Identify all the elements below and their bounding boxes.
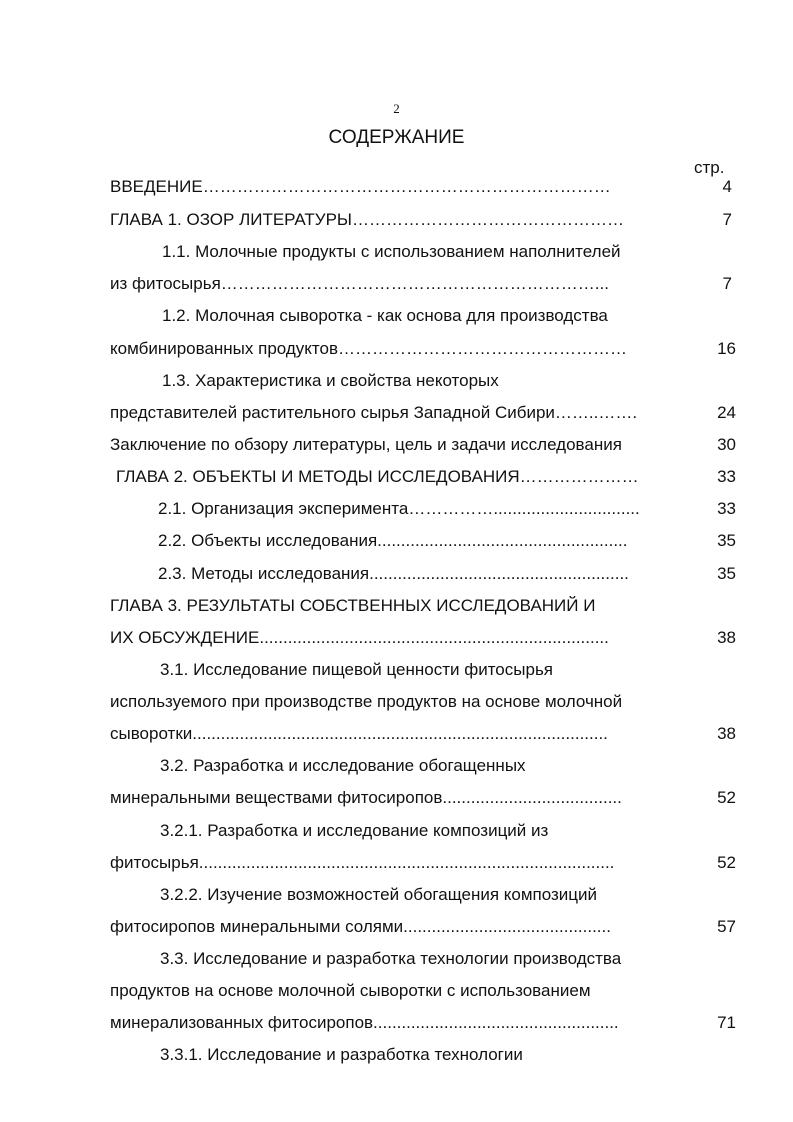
toc-line-1-2-b: комбинированных продуктов…………………………………………… xyxy=(110,339,627,358)
toc-page-3-3: 71 xyxy=(717,1013,736,1032)
toc-page-chapter-2: 33 xyxy=(717,467,736,486)
toc-page-chapter-3: 38 xyxy=(717,628,736,647)
toc-page-3-2: 52 xyxy=(717,788,736,807)
toc-line-chapter-2: ГЛАВА 2. ОБЪЕКТЫ И МЕТОДЫ ИССЛЕДОВАНИЯ………………… xyxy=(116,467,639,486)
toc-page-1-3: 24 xyxy=(717,403,736,422)
toc-line-1-1-a: 1.1. Молочные продукты с использованием наполнителей xyxy=(162,242,621,261)
toc-page-3-2-1: 52 xyxy=(717,853,736,872)
toc-line-3-1-b: используемого при производстве продуктов на основе молочной xyxy=(110,692,623,711)
toc-page-1-2: 16 xyxy=(717,339,736,358)
toc-line-3-1-c: сыворотки........................................................................................ xyxy=(110,724,608,743)
toc-line-3-2-1-a: 3.2.1. Разработка и исследование композиций из xyxy=(160,821,549,840)
toc-line-2-3: 2.3. Методы исследования....................................................... xyxy=(158,564,629,583)
toc-line-3-1-a: 3.1. Исследование пищевой ценности фитосырья xyxy=(160,660,554,679)
toc-line-2-1: 2.1. Организация эксперимента……………............................... xyxy=(158,499,640,518)
toc-line-2-2: 2.2. Объекты исследования..................................................... xyxy=(158,531,628,550)
toc-line-3-2-2-a: 3.2.2. Изучение возможностей обогащения композиций xyxy=(160,885,598,904)
toc-line-1-1-b: из фитосырья…………………………………………………………... xyxy=(110,274,609,293)
toc-page-3-1: 38 xyxy=(717,724,736,743)
toc-line-3-2-2-b: фитосиропов минеральными солями............................................ xyxy=(110,917,611,936)
toc-line-chapter-3-b: ИХ ОБСУЖДЕНИЕ.......................................................................... xyxy=(110,628,609,647)
toc-line-intro: ВВЕДЕНИЕ……………………………………………………………… xyxy=(110,177,611,196)
toc-page-2-2: 35 xyxy=(717,531,736,550)
toc-line-3-3-1: 3.3.1. Исследование и разработка технологии xyxy=(160,1045,523,1064)
toc-page-conclusion: 30 xyxy=(717,435,736,454)
toc-line-conclusion: Заключение по обзору литературы, цель и задачи исследования xyxy=(110,435,622,454)
toc-line-chapter-1: ГЛАВА 1. ОЗОР ЛИТЕРАТУРЫ………………………………………… xyxy=(110,210,624,229)
toc-page-2-3: 35 xyxy=(717,564,736,583)
toc-page-intro: 4 xyxy=(722,177,732,196)
page-number: 2 xyxy=(393,101,400,116)
toc-line-3-2-a: 3.2. Разработка и исследование обогащенных xyxy=(160,756,526,775)
toc-line-1-3-b: представителей растительного сырья Западной Сибири……..……. xyxy=(110,403,638,422)
toc-line-chapter-3-a: ГЛАВА 3. РЕЗУЛЬТАТЫ СОБСТВЕННЫХ ИССЛЕДОВАНИЙ И xyxy=(110,596,596,615)
pages-column-header: стр. xyxy=(694,158,725,177)
toc-page-2-1: 33 xyxy=(717,499,736,518)
toc-line-3-3-b: продуктов на основе молочной сыворотки с использованием xyxy=(110,981,591,1000)
toc-line-3-2-b: минеральными веществами фитосиропов...................................... xyxy=(110,788,622,807)
toc-line-1-2-a: 1.2. Молочная сыворотка - как основа для производства xyxy=(162,306,608,325)
toc-page-1-1: 7 xyxy=(722,274,732,293)
toc-line-1-3-a: 1.3. Характеристика и свойства некоторых xyxy=(162,371,499,390)
toc-page-3-2-2: 57 xyxy=(717,917,736,936)
toc-line-3-3-c: минерализованных фитосиропов.................................................... xyxy=(110,1013,619,1032)
toc-line-3-2-1-b: фитосырья........................................................................................ xyxy=(110,853,615,872)
toc-line-3-3-a: 3.3. Исследование и разработка технологии производства xyxy=(160,949,622,968)
toc-page-chapter-1: 7 xyxy=(722,210,732,229)
page-title: СОДЕРЖАНИЕ xyxy=(328,127,465,148)
